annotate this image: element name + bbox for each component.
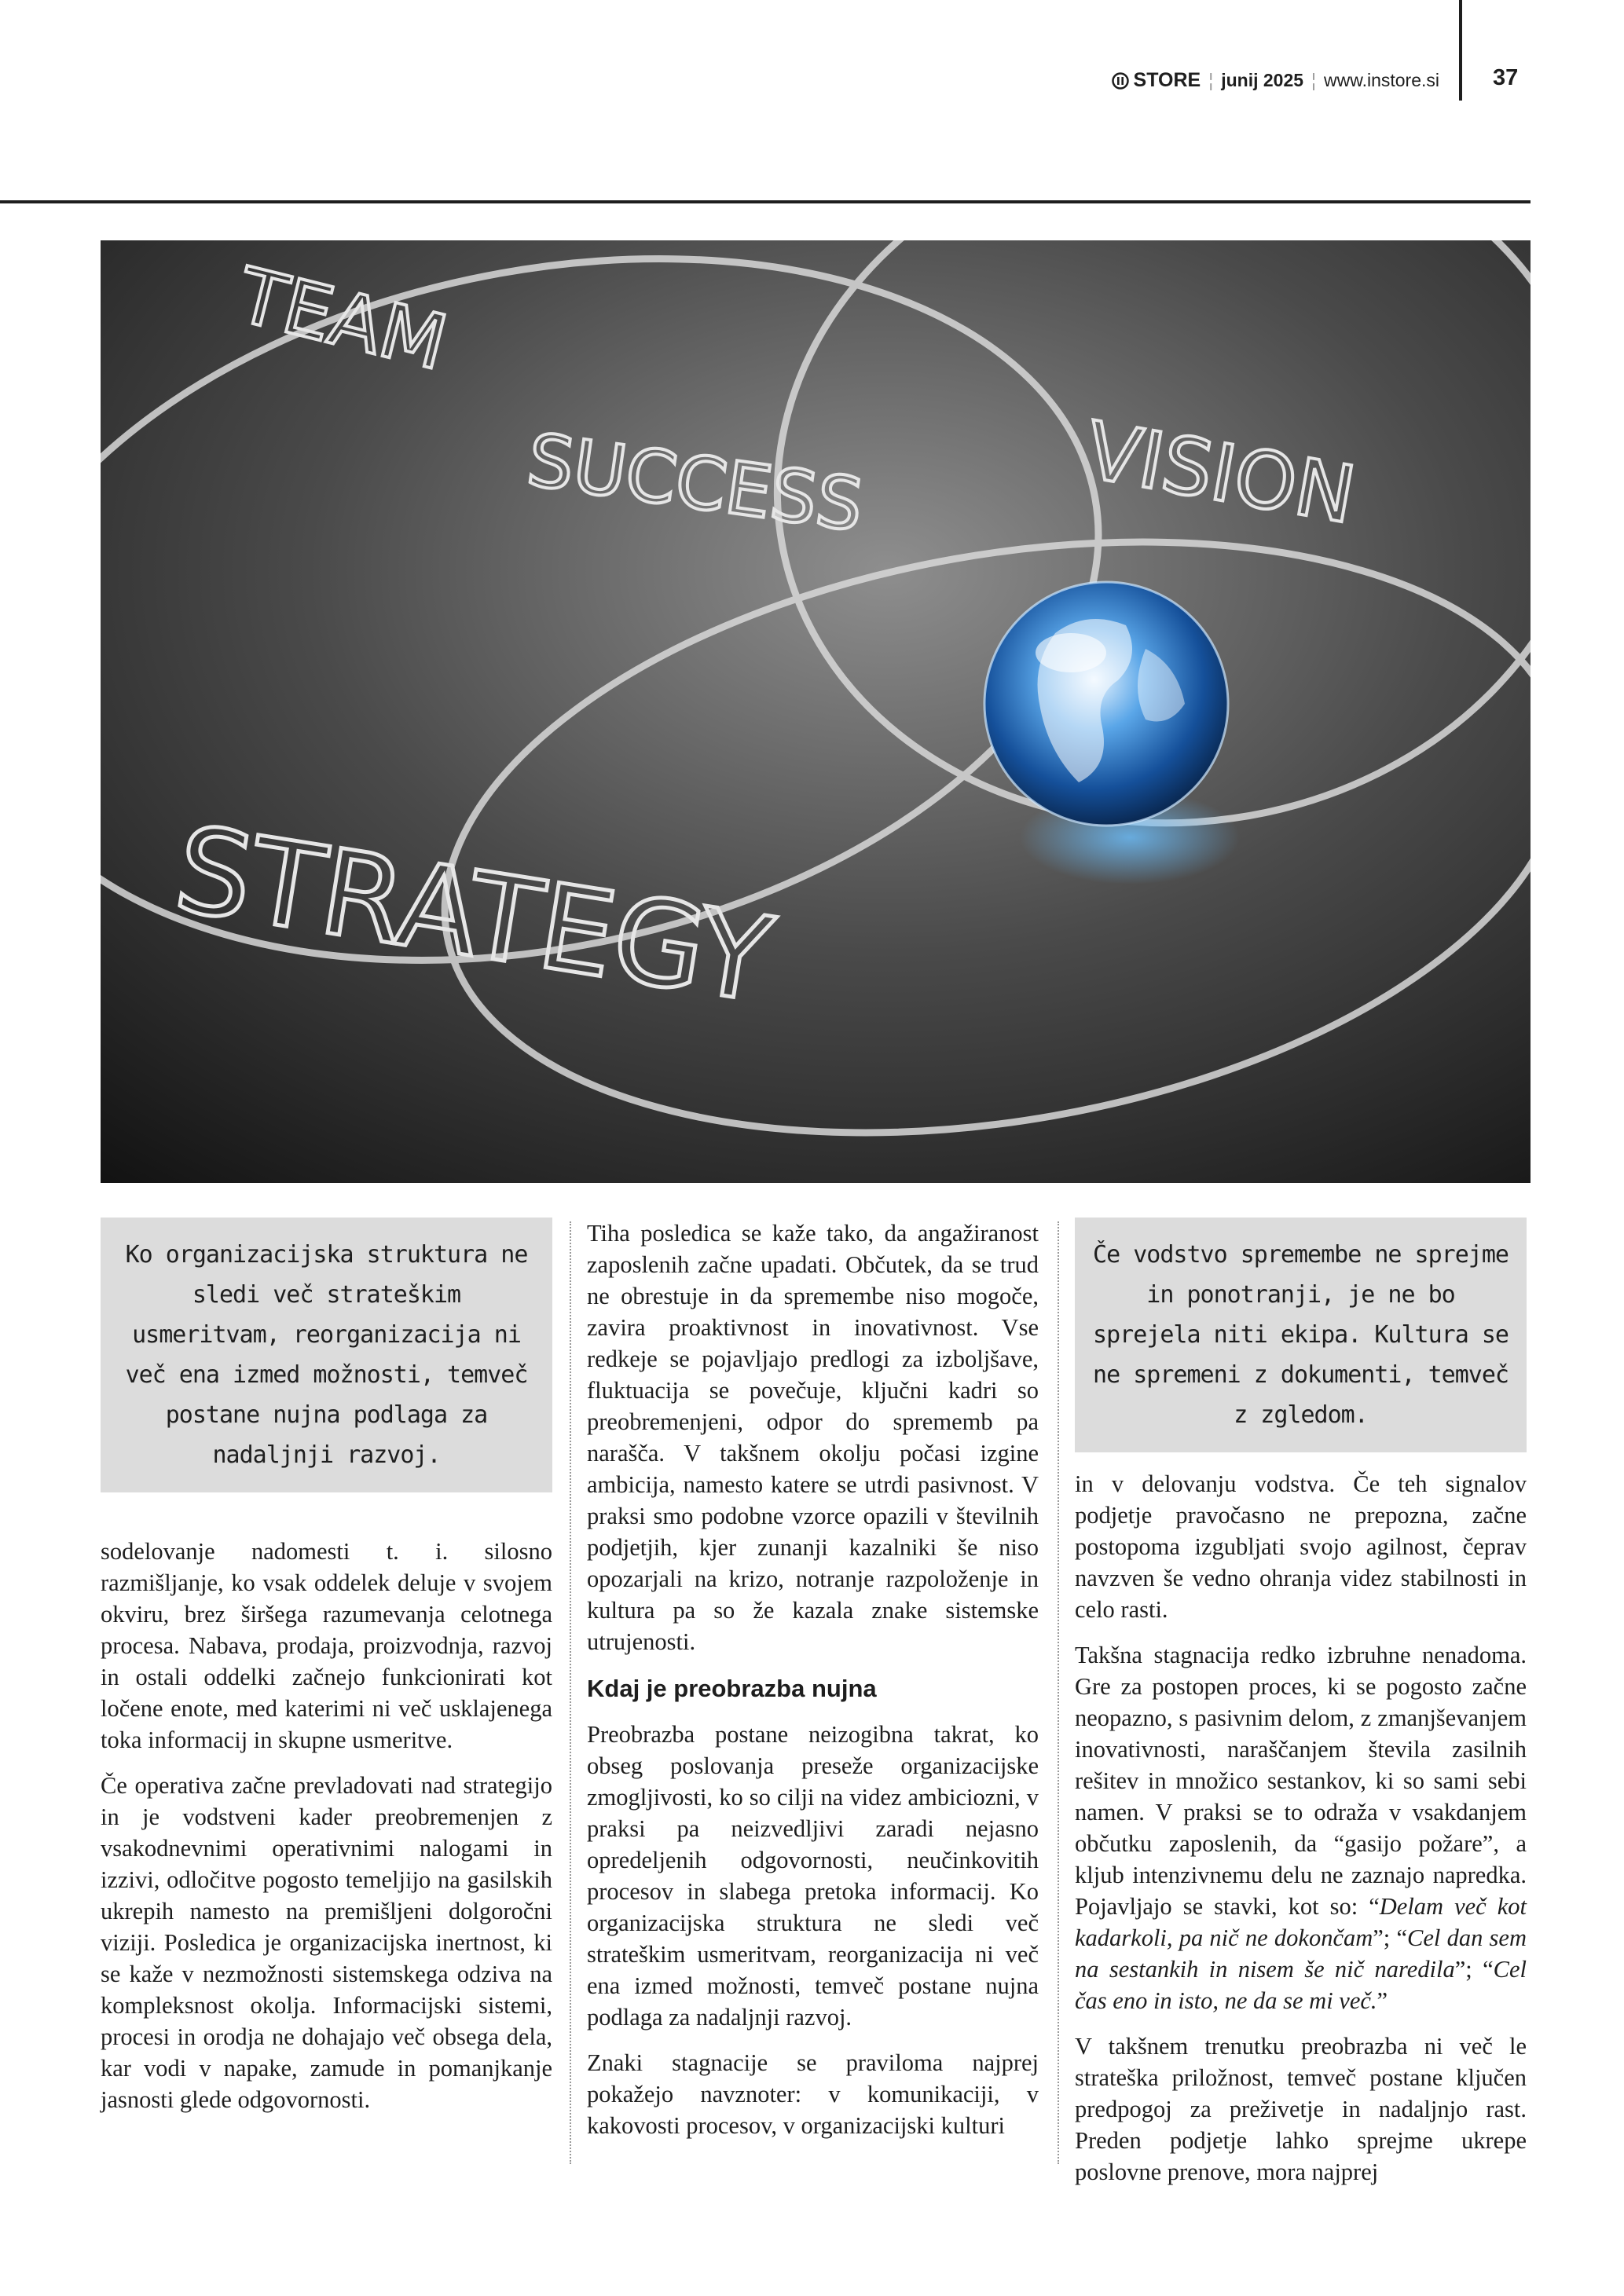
- article-column-2: [587, 1218, 1039, 2155]
- brand-name: STORE: [1133, 69, 1201, 91]
- header-separator: ¦: [1311, 70, 1317, 90]
- instore-logo-icon: [1112, 72, 1129, 90]
- article-photo: [101, 240, 1531, 1183]
- column-divider: [1058, 1221, 1059, 2164]
- paragraph: Tiha posledica se kaže tako, da angažiranost zaposlenih začne upadati. Občutek, da se trud ne obrestuje in da spremembe niso mogoče, zavira proaktivnost in inovativnost. Vse redkeje se pojavljajo predlogi za izboljšave, fluktuacija se povečuje, ključni kadri so preobremenjeni, odpor do sprememb pa narašča. V takšnem okolju počasi izgine ambicija, namesto katere se utrdi pasivnost. V praksi smo podobne vzorce opazili v številnih podjetjih, kjer zunanji kazalniki še niso opozarjali na krizo, notranje razpoloženje in kultura pa so že kazala znake sistemske utrujenosti.: [587, 1220, 1039, 1655]
- page-header: [1112, 69, 1439, 92]
- page-number: 37: [1493, 65, 1519, 90]
- column-divider: [570, 1221, 571, 2164]
- pull-quote: Ko organizacijska struktura ne sledi več strateškim usmeritvam, reorganizacija ni več ena izmed možnosti, temveč postane nujna podlaga za nadaljnji razvoj.: [101, 1218, 552, 1492]
- section-heading: Kdaj je preobrazba nujna: [587, 1675, 877, 1702]
- article-column-1: [101, 1218, 552, 2129]
- photo-word: VISION: [1079, 404, 1362, 542]
- article-column-3: [1075, 1218, 1527, 2202]
- paragraph: Preobrazba postane neizogibna takrat, ko obseg poslovanja preseže organizacijske zmogljivosti, ko so cilji na videz ambiciozni, v praksi pa neizvedljivi zaradi nejasno opredeljenih odgovornosti, neučinkovitih procesov in slabega pretoka informacij. Ko organizacijska struktura ne sledi več strateškim usmeritvam, reorganizacija ni več ena izmed možnosti, temveč postane nujna podlaga za nadaljnji razvoj.: [587, 1721, 1039, 2031]
- quote-italic: Cel dan sem na sestankih in nisem še nič naredila: [1075, 1924, 1527, 1983]
- photo-word: TEAM: [229, 251, 456, 388]
- paragraph: V takšnem trenutku preobrazba ni več le strateška priložnost, temveč postane ključen predpogoj za preživetje in nadaljnjo rast. Preden podjetje lahko sprejme ukrepe poslovne prenove, mora najprej: [1075, 2033, 1527, 2185]
- text-run: ”: [1377, 1987, 1388, 2014]
- quote-italic: Cel čas eno in isto, ne da se mi več.: [1075, 1956, 1527, 2014]
- header-horizontal-rule: [0, 200, 1531, 203]
- text-run: ”; “: [1373, 1924, 1408, 1951]
- paragraph: Če operativa začne prevladovati nad strategijo in je vodstveni kader preobremenjen z vsakodnevnimi operativnimi nalogami in izzivi, odločitve pogosto temeljijo na gasilskih ukrepih namesto na premišljeni dolgoročni viziji. Posledica je organizacijska inertnost, ki se kaže v nezmožnosti sistemskega odziva na kompleksnost okolja. Informacijski sistemi, procesi in orodja ne dohajajo več obsega dela, kar vodi v napake, zamude in pomanjkanje jasnosti glede odgovornosti.: [101, 1772, 552, 2113]
- header-vertical-rule: [1459, 0, 1462, 101]
- text-run: ”; “: [1454, 1956, 1494, 1983]
- chalkboard-illustration: [101, 240, 1531, 1183]
- paragraph: [1075, 1639, 1527, 2016]
- issue-date: junij 2025: [1221, 70, 1304, 90]
- text-run: Takšna stagnacija redko izbruhne nenadoma. Gre za postopen proces, ki se pogosto začne neopazno, s pasivnim delom, z zmanjševanjem inovativnosti, naraščanjem števila zasilnih rešitev in množico sestankov, ki so sami sebi namen. V praksi se to odraža v vsakdanjem občutku zaposlenih, da “gasijo požare”, a kljub intenzivnemu delu ne zaznajo napredka. Pojavljajo se stavki, kot so: “: [1075, 1642, 1527, 1920]
- paragraph: sodelovanje nadomesti t. i. silosno razmišljanje, ko vsak oddelek deluje v svojem okviru, brez širšega razumevanja celotnega procesa. Nabava, prodaja, proizvodnja, razvoj in ostali oddelki začnejo funkcionirati kot ločene enote, med katerimi ni več usklajenega toka informacij in skupne usmeritve.: [101, 1538, 552, 1753]
- quote-italic: Delam več kot kadarkoli, pa nič ne dokončam: [1075, 1893, 1527, 1951]
- globe-icon: [984, 582, 1228, 826]
- website-link[interactable]: www.instore.si: [1324, 70, 1439, 90]
- photo-word: STRATEGY: [167, 800, 780, 1030]
- paragraph: in v delovanju vodstva. Če teh signalov podjetje pravočasno ne prepozna, začne postopoma izgubljati svojo agilnost, čeprav navzven še vedno ohranja videz stabilnosti in celo rasti.: [1075, 1470, 1527, 1623]
- header-separator: ¦: [1208, 70, 1214, 90]
- store-logo: [1112, 69, 1201, 92]
- photo-word: SUCCESS: [522, 417, 868, 548]
- pull-quote: Če vodstvo spremembe ne sprejme in ponotranji, je ne bo sprejela niti ekipa. Kultura se ne spremeni z dokumenti, temveč z zgledom.: [1075, 1218, 1527, 1452]
- paragraph: Znaki stagnacije se praviloma najprej pokažejo navznoter: v komunikaciji, v kakovosti procesov, v organizacijski kulturi: [587, 2049, 1039, 2139]
